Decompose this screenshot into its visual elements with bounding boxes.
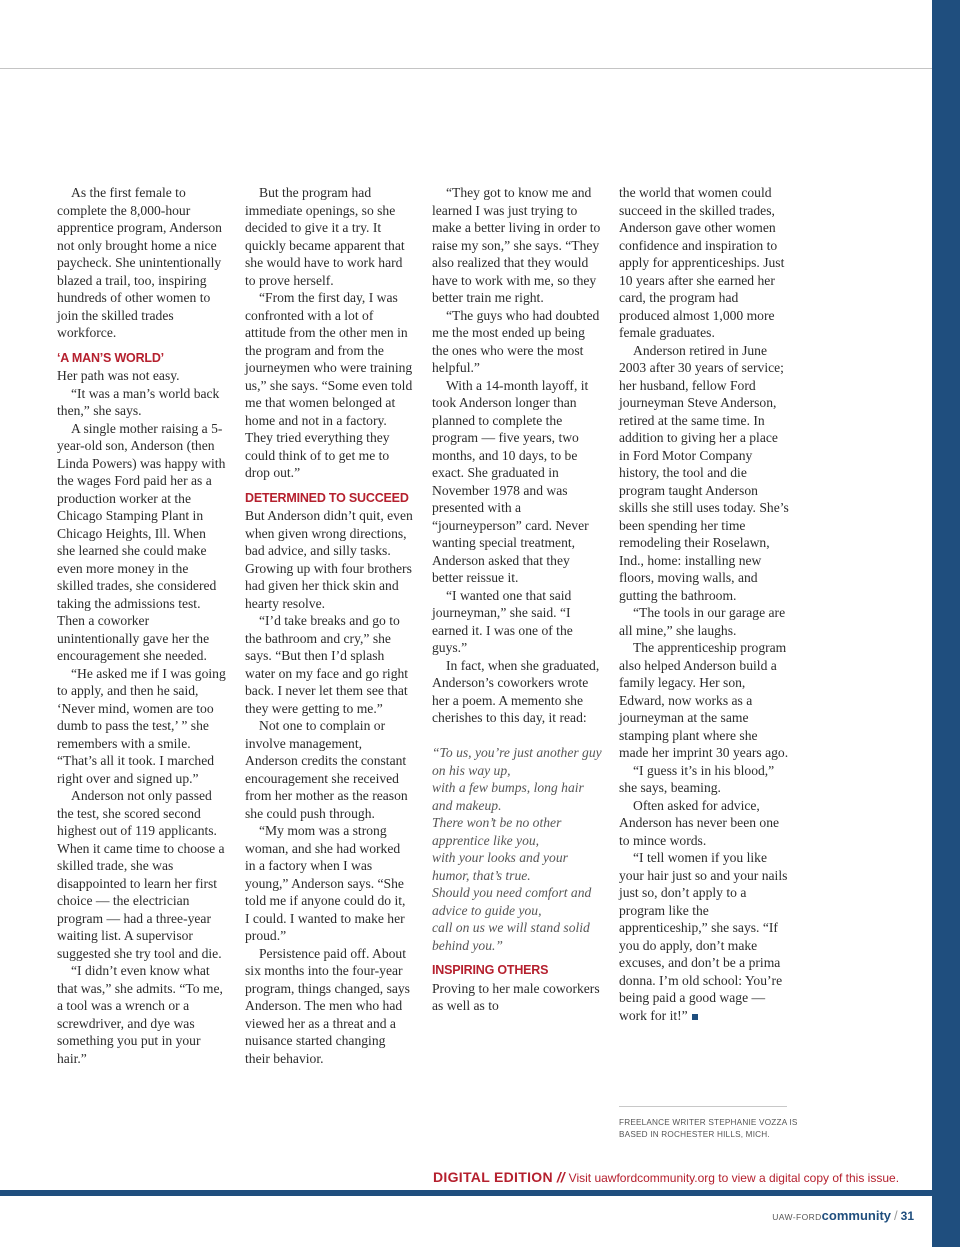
paragraph: “My mom was a strong woman, and she had worked in a factory when I was young,” Anderson says. “She told me if anyone could do it, I could. I wanted to make her proud.” xyxy=(245,823,406,943)
paragraph-final-text: “I tell women if you like your hair just so and your nails just so, don’t apply to a program like the apprenticeship,” she says. “If you do apply, don’t make excuses, and don’t be a prima donna. I’m old school: You’re being paid a good wage — work for it!” xyxy=(619,850,788,1023)
end-mark-icon xyxy=(692,1014,698,1020)
poem-stanza: Should you need comfort and advice to guide you, xyxy=(432,885,592,918)
paragraph: Not one to complain or involve management, Anderson credits the constant encouragement she received from her mother as the reason she could push through. xyxy=(245,718,408,821)
column-4 xyxy=(619,184,789,1024)
paragraph: the world that women could succeed in the skilled trades, Anderson gave other women confidence and inspiration to apply for apprenticeships. Just 10 years after she earned her card, the program had produced almost 1,000 more female graduates. xyxy=(619,185,785,340)
poem-stanza: with your looks and your humor, that’s true. xyxy=(432,850,568,883)
paragraph: Persistence paid off. About six months into the four-year program, things changed, says Anderson. The men who had viewed her as a threat and a nuisance started changing their behavior. xyxy=(245,945,410,1066)
paragraph: “It was a man’s world back then,” she says. xyxy=(57,385,220,418)
paragraph: “I guess it’s in his blood,” she says, beaming. xyxy=(619,762,775,795)
top-rule xyxy=(0,68,932,69)
paragraph: With a 14-month layoff, it took Anderson longer than planned to complete the program — five years, two months, and 10 days, to be exact. She graduated in November 1978 and was presented with a “journeyperson” card. Never wanting special treatment, Anderson asked that they better reissue it. xyxy=(432,377,589,585)
paragraph: “He asked me if I was going to apply, and then he said, ‘Never mind, women are too dumb to pass the test,’ ” she remembers with a smile. “That’s all it took. I marched right over and signed up.” xyxy=(57,665,226,786)
digital-edition-link[interactable]: Visit uawfordcommunity.org to view a digital copy of this issue. xyxy=(568,1171,900,1185)
side-color-bar xyxy=(932,0,960,1247)
paragraph: Anderson retired in June 2003 after 30 years of service; her husband, fellow Ford journeyman Steve Anderson, retired at the same time. In addition to giving her a place in Ford Motor Company history, the tool and die program taught Anderson skills she still uses today. She’s been spending her time remodeling their Roselawn, Ind., home: installing new floors, moving walls, and gutting the bathroom. xyxy=(619,342,789,603)
paragraph: In fact, when she graduated, Anderson’s coworkers wrote her a poem. A memento she cherishes to this day, it read: xyxy=(432,657,600,725)
page-number: 31 xyxy=(900,1209,914,1223)
digital-edition-slashes: // xyxy=(556,1169,565,1185)
author-credit: FREELANCE WRITER STEPHANIE VOZZA IS BASED IN ROCHESTER HILLS, MICH. xyxy=(619,1118,798,1139)
paragraph: But the program had immediate openings, so she decided to give it a try. It quickly became apparent that she would have to work hard to prove herself. xyxy=(245,185,405,288)
subheading-determined-to-succeed: DETERMINED TO SUCCEED xyxy=(245,490,409,505)
paragraph: A single mother raising a 5-year-old son, Anderson (then Linda Powers) was happy with the wages Ford paid her as a production worker at the Chicago Stamping Plant in Chicago Heights, Ill. When she learned she could make even more money in the skilled trades, she considered taking the admissions test. Then a coworker unintentionally gave her the encouragement she needed. xyxy=(57,420,226,663)
footer-publisher: UAW-FORD xyxy=(772,1212,822,1222)
paragraph: “They got to know me and learned I was just trying to make a better living in order to raise my son,” she says. “They also realized that they would have to work with me, so they better train me right. xyxy=(432,185,601,305)
paragraph: “The guys who had doubted me the most ended up being the ones who were the most helpful.” xyxy=(432,307,600,375)
paragraph: Proving to her male coworkers as well as to xyxy=(432,980,600,1013)
credit-separator xyxy=(619,1106,787,1107)
footer-slash: / xyxy=(894,1208,898,1223)
bottom-color-band xyxy=(0,1190,960,1196)
paragraph: “I’d take breaks and go to the bathroom and cry,” she says. “But then I’d splash water on my face and go right back. I never let them see that they were getting to me.” xyxy=(245,613,409,716)
paragraph: “I didn’t even know what that was,” she admits. “To me, a tool was a wrench or a screwdriver, and dye was something you put in your hair.” xyxy=(57,963,223,1066)
subheading-inspiring-others: INSPIRING OTHERS xyxy=(432,963,549,977)
column-2 xyxy=(245,184,413,1067)
column-3 xyxy=(432,184,602,1015)
digital-edition-label: DIGITAL EDITION xyxy=(433,1169,553,1185)
poem-stanza: with a few bumps, long hair and makeup. xyxy=(432,780,584,813)
paragraph: As the first female to complete the 8,000-hour apprentice program, Anderson not only brought home a nice paycheck. She unintentionally blazed a trail, too, inspiring hundreds of other women to join the skilled trades workforce. xyxy=(57,185,222,340)
paragraph: “From the first day, I was confronted with a lot of attitude from the other men in the program and from the journeymen who were training us,” she says. “Some even told me that women belonged at home and not in a factory. They tried everything they could think of to get me to drop out.” xyxy=(245,290,413,480)
paragraph: The apprenticeship program also helped Anderson build a family legacy. Her son, Edward, now works as a journeyman at the same stamping plant where she made her imprint 30 years ago. xyxy=(619,640,789,760)
paragraph: Her path was not easy. xyxy=(57,368,180,383)
paragraph: Often asked for advice, Anderson has never been one to mince words. xyxy=(619,797,780,848)
page-footer xyxy=(772,1207,914,1225)
subheading-a-mans-world: ‘A MAN’S WORLD’ xyxy=(57,350,164,365)
poem-stanza: call on us we will stand solid behind you.” xyxy=(432,920,590,953)
paragraph-final xyxy=(619,849,789,1024)
column-1 xyxy=(57,184,227,1067)
paragraph: “I wanted one that said journeyman,” she said. “I earned it. I was one of the guys.” xyxy=(432,587,573,655)
footer-magazine-name: community xyxy=(821,1208,892,1223)
poem-stanza: “To us, you’re just another guy on his way up, xyxy=(432,745,602,778)
paragraph: Anderson not only passed the test, she scored second highest out of 119 applicants. When it came time to choose a skilled trade, she was disappointed to learn her first choice — the electrician program — had a three-year waiting list. A supervisor suggested she try tool and die. xyxy=(57,788,225,961)
digital-edition-banner xyxy=(433,1169,899,1187)
paragraph: “The tools in our garage are all mine,” she laughs. xyxy=(619,605,786,638)
paragraph: But Anderson didn’t quit, even when given wrong directions, bad advice, and silly tasks. Growing up with four brothers had given her thick skin and hearty resolve. xyxy=(245,508,413,611)
poem-stanza: There won’t be no other apprentice like you, xyxy=(432,815,562,848)
